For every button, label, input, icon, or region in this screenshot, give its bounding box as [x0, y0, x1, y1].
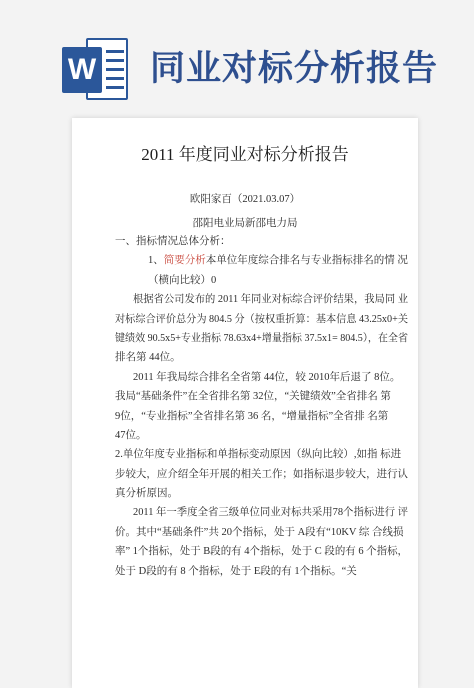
body-line-text: 2.单位年度专业指标和单指标变动原因（纵向比较）,如指 标进: [115, 449, 402, 461]
text-line-icon: [106, 86, 124, 89]
body-line: [0, 251, 474, 270]
body-line: [0, 503, 474, 522]
body-line-text: （横向比较）0: [148, 274, 217, 286]
body-line-text: 2011 年我局综合排名全省第 44位，较 2010年后退了 8位。: [133, 371, 401, 383]
document-title: 2011 年度同业对标分析报告: [141, 145, 349, 164]
body-line-text: 我局“基础条件”在全省排名第 32位，“关键绩效”全省排名 第: [115, 391, 391, 403]
banner-title: 同业对标分析报告: [150, 49, 439, 88]
text-line-icon: [106, 68, 124, 71]
body-line: [0, 271, 474, 290]
body-line: [0, 387, 474, 406]
body-line-text: 步较大，应介绍全年开展的相关工作；如指标退步较大，进行认: [115, 468, 409, 480]
body-line-text: 键绩效 90.5x5+专业指标 78.63x4+增量指标 37.5x1= 804.5），在全省: [115, 332, 408, 344]
word-badge-icon: [62, 47, 102, 93]
body-line-text: 排名第 44位。: [115, 352, 181, 364]
document-author: 欧阳家百（2021.03.07）: [189, 194, 301, 205]
item1-text: [148, 251, 408, 270]
item1-highlight: 简要分析: [163, 255, 206, 267]
text-line-icon: [106, 50, 124, 53]
body-line: [0, 542, 474, 561]
body-line-text: 率” 1个指标，处于 B段的有 4个指标，处于 C 段的有 6 个指标，: [115, 546, 409, 558]
body-line-text: 处于 D段的有 8 个指标，处于 E段的有 1个指标。“关: [115, 565, 357, 577]
section-heading: [0, 232, 474, 251]
text-line-icon: [106, 59, 124, 62]
body-line: [0, 348, 474, 367]
body-line: [0, 484, 474, 503]
preview-banner: [0, 0, 474, 118]
word-document-icon: [62, 38, 132, 104]
body-line-text: 真分析原因。: [115, 488, 178, 500]
body-line: [0, 290, 474, 309]
body-line-text: 对标综合评价总分为 804.5 分（按权重折算：基本信息 43.25x0+关: [115, 313, 408, 325]
body-line: [0, 426, 474, 445]
body-line: [0, 562, 474, 581]
body-line: [0, 368, 474, 387]
body-line-text: 9位，“专业指标”全省排名第 36 名，“增量指标”全省排 名第: [115, 410, 389, 422]
body-line: [0, 445, 474, 464]
body-line-text: 47位。: [115, 429, 147, 441]
body-line: [0, 407, 474, 426]
body-line-text: 2011 年一季度全省三级单位同业对标共采用78个指标进行 评: [133, 507, 408, 519]
document-organization: 邵阳电业局新邵电力局: [192, 218, 298, 229]
text-line-icon: [106, 77, 124, 80]
document-body: [0, 232, 474, 581]
section-heading-text: 一、指标情况总体分析：: [115, 236, 231, 247]
body-line-text: 价。其中“基础条件”共 20个指标，处于 A段有“10KV 综 合线损: [115, 526, 404, 538]
item1-rest: 本单位年度综合排名与专业指标排名的情 况: [205, 255, 408, 267]
body-line: [0, 465, 474, 484]
item1-prefix: 1、: [148, 255, 164, 267]
body-line-text: 根据省公司发布的 2011 年同业对标综合评价结果，我局同 业: [133, 294, 408, 306]
body-line: [0, 310, 474, 329]
body-line: [0, 329, 474, 348]
word-badge-letter: W: [67, 53, 97, 86]
body-line: [0, 523, 474, 542]
